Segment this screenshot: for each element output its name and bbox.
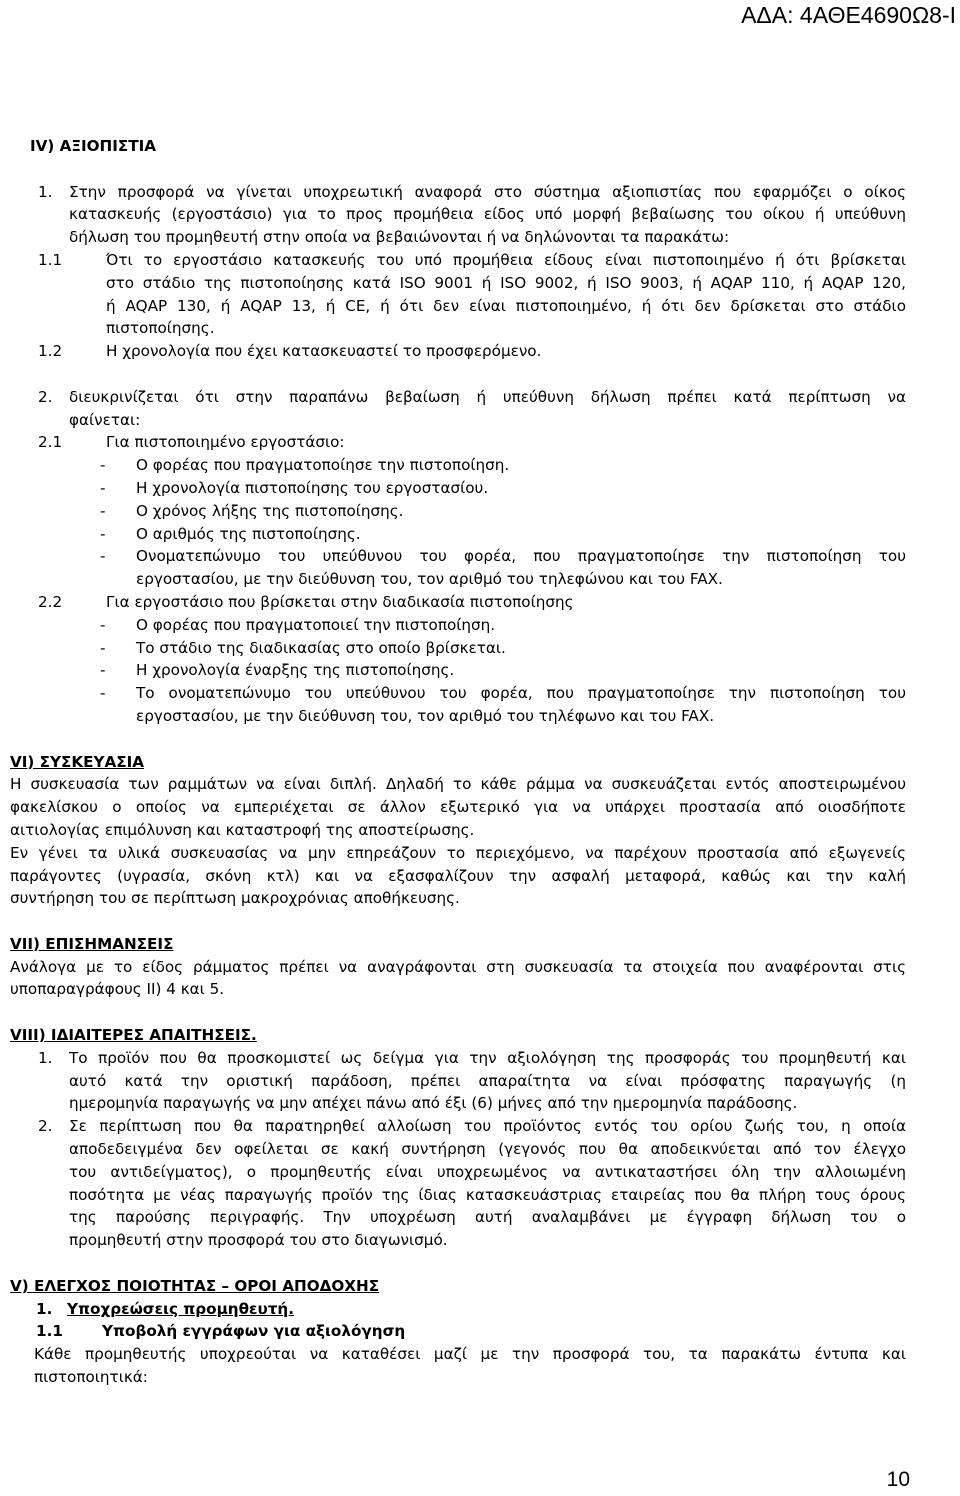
reliability-sub-1-1 — [30, 249, 906, 340]
bullet-item — [30, 477, 906, 500]
text-line: διευκρινίζεται ότι στην παραπάνω βεβαίωση ή υπεύθυνη δήλωση πρέπει κατά περίπτωση να — [69, 387, 906, 406]
text-line: Η χρονολογία που έχει κατασκευαστεί το προσφερόμενο. — [106, 342, 542, 361]
text-line: κατασκευής (εργοστάσιο) για το προς προμήθεια είδος υπό μορφή βεβαίωσης του οίκου ή υπεύθυνη — [69, 205, 906, 224]
item-number: 1.2 — [38, 342, 63, 361]
document-body — [10, 135, 906, 1389]
dash-marker: - — [100, 501, 106, 520]
reliability-sub-2-1 — [30, 431, 906, 454]
special-item-2 — [30, 1115, 906, 1252]
item-number: 1.1 — [36, 1322, 63, 1341]
text-line: Στην προσφορά να γίνεται υποχρεωτική αναφορά στο σύστημα αξιοπιστίας που εφαρμόζει ο οίκος — [69, 182, 906, 201]
text-line: παράγοντες (υγρασία, σκόνη κτλ) και να εξασφαλίζουν την ασφαλή μεταφορά, καθώς και την καλή — [10, 866, 906, 885]
dash-marker: - — [100, 684, 106, 703]
text-line: ή AQAP 130, ή AQAP 13, ή CE, ή ότι δεν είναι πιστοποιημένο, ή ότι δεν δρίσκεται στο στάδιο — [106, 296, 906, 315]
bullet-item — [30, 659, 906, 682]
dash-marker: - — [100, 524, 106, 543]
dash-marker: - — [100, 638, 106, 657]
text-line: στο στάδιο της πιστοποίησης κατά ISO 9001 ή ISO 9002, ή ISO 9003, ή AQAP 110, ή AQAP 120, — [106, 273, 906, 292]
section-title-reliability: IV) ΑΞΙΟΠΙΣΤΙΑ — [30, 137, 157, 155]
reliability-sub-1-2 — [30, 340, 906, 363]
reliability-sub-2-2 — [30, 591, 906, 614]
text-line: συντήρηση του σε περίπτωση μακροχρόνιας αποθήκευσης. — [10, 889, 460, 908]
text-line: αυτό κατά την οριστική παράδοση, πρέπει απαραίτητα να είναι πρόσφατης παραγωγής (η — [69, 1071, 906, 1090]
dash-marker: - — [100, 547, 106, 566]
text-line: Ο φορέας που πραγματοποίησε την πιστοποίηση. — [136, 456, 510, 475]
item-number: 2.1 — [38, 433, 63, 452]
section-title-packaging: VI) ΣΥΣΚΕΥΑΣΙΑ — [10, 752, 145, 771]
text-line: πιστοποίησης. — [106, 319, 215, 338]
text-line: της παρούσης περιγραφής. Την υποχρέωση αυτή αναλαμβάνει με έγγραφη δήλωση του ο — [69, 1208, 906, 1227]
item-number: 2. — [38, 1117, 53, 1136]
item-number: 1. — [36, 1299, 53, 1318]
dash-marker: - — [100, 661, 106, 680]
text-line: Το ονοματεπώνυμο του υπεύθυνου του φορέα, που πραγματοποίησε την πιστοποίηση του — [136, 684, 906, 703]
text-line: ποσότητα με νέας παραγωγής προϊόν της ίδιας κατασκευάστριας εταιρείας που θα πλήρη τους όρους — [69, 1185, 906, 1204]
bullet-item — [30, 523, 906, 546]
text-line: εργοστασίου, με την διεύθυνση του, τον αριθμό του τηλέφωνο και του FAX. — [136, 706, 715, 725]
item-number: 1. — [38, 182, 53, 201]
text-line: Εν γένει τα υλικά συσκευασίας να μην επηρεάζουν το περιεχόμενο, να παρέχουν προστασία από εξωγενείς — [10, 843, 906, 862]
subheading: Υποχρεώσεις προμηθευτή. — [67, 1299, 294, 1318]
text-line: Η συσκευασία των ραμμάτων να είναι διπλή. Δηλαδή το κάθε ράμμα να συσκευάζεται εντός αποστειρωμένου — [10, 775, 906, 794]
subheading: Υποβολή εγγράφων για αξιολόγηση — [102, 1322, 406, 1341]
text-line: του αντιδείγματος), ο προμηθευτής είναι υποχρεωμένος να αντικαταστήσει όλη την αλλοιωμένη — [69, 1162, 906, 1181]
text-line: φακελίσκου ο οποίος να εμπεριέχεται σε άλλον εξωτερικό για να υπάρχει προστασία από οιοσδήποτε — [10, 798, 906, 817]
dash-marker: - — [100, 456, 106, 475]
text-line: Ανάλογα με το είδος ράμματος πρέπει να αναγράφονται στη συσκευασία τα στοιχεία που αναφέρονται στις — [10, 957, 906, 976]
text-line: αποδεδειγμένα δεν οφείλεται σε κακή συντήρηση (γεγονός που θα αποδεικνύεται από τον έλεγχο — [69, 1140, 906, 1159]
text-line: Η χρονολογία πιστοποίησης του εργοστασίου. — [136, 478, 489, 497]
quality-heading-1-1 — [30, 1320, 906, 1343]
bullet-item — [30, 637, 906, 660]
item-number: 1.1 — [38, 250, 63, 269]
reliability-item-2 — [30, 386, 906, 432]
item-number: 2.2 — [38, 592, 63, 611]
bullet-item — [30, 500, 906, 523]
quality-heading-1 — [30, 1298, 906, 1321]
page-number: 10 — [886, 1468, 910, 1491]
text-line: Ο αριθμός της πιστοποίησης. — [136, 524, 361, 543]
dash-marker: - — [100, 478, 106, 497]
text-line: πιστοποιητικά: — [34, 1368, 148, 1387]
item-number: 2. — [38, 387, 53, 406]
bullet-item — [30, 682, 906, 728]
bullet-item — [30, 545, 906, 591]
text-line: Για πιστοποιημένο εργοστάσιο: — [106, 433, 345, 452]
text-line: δήλωση του προμηθευτή στην οποία να βεβαιώνονται ή να δηλώνονται τα παρακάτω: — [69, 228, 730, 247]
text-line: Ο χρόνος λήξης της πιστοποίησης. — [136, 501, 404, 520]
text-line: ημερομηνία παραγωγής να μην απέχει πάνω από έξι (6) μήνες από την ημερομηνία παράδοσης. — [69, 1094, 798, 1113]
text-line: Σε περίπτωση που θα παρατηρηθεί αλλοίωση του προϊόντος εντός του ορίου ζωής του, η οποία — [69, 1117, 906, 1136]
text-line: αιτιολογίας επιμόλυνση και καταστροφή της αποστείρωσης. — [10, 820, 475, 839]
labeling-paragraph — [10, 956, 906, 1002]
section-title-labeling: VII) ΕΠΙΣΗΜΑΝΣΕΙΣ — [10, 934, 174, 953]
item-number: 1. — [38, 1048, 53, 1067]
reliability-item-1 — [30, 181, 906, 249]
quality-paragraph — [34, 1343, 906, 1389]
text-line: Ονοματεπώνυμο του υπεύθυνου του φορέα, που πραγματοποίησε την πιστοποίηση του — [136, 547, 906, 566]
text-line: προμηθευτή στην προσφορά του στο διαγωνισμό. — [69, 1231, 448, 1250]
packaging-paragraph — [10, 773, 906, 910]
text-line: υποπαραγράφους II) 4 και 5. — [10, 980, 225, 999]
text-line: Ότι το εργοστάσιο κατασκευής του υπό προμήθεια είδους είναι πιστοποιημένο ή ότι βρίσκεται — [106, 250, 906, 269]
text-line: Για εργοστάσιο που βρίσκεται στην διαδικασία πιστοποίησης — [106, 592, 574, 611]
section-title-special: VIII) ΙΔΙΑΙΤΕΡΕΣ ΑΠΑΙΤΗΣΕΙΣ. — [10, 1026, 257, 1045]
bullet-item — [30, 614, 906, 637]
dash-marker: - — [100, 615, 106, 634]
bullet-item — [30, 454, 906, 477]
text-line: Το στάδιο της διαδικασίας στο οποίο βρίσκεται. — [136, 638, 506, 657]
text-line: φαίνεται: — [69, 410, 141, 429]
special-item-1 — [30, 1047, 906, 1115]
section-title-quality: V) ΕΛΕΓΧΟΣ ΠΟΙΟΤΗΤΑΣ – ΟΡΟΙ ΑΠΟΔΟΧΗΣ — [10, 1276, 380, 1295]
text-line: Το προϊόν που θα προσκομιστεί ως δείγμα για την αξιολόγηση της προσφοράς του προμηθευτή και — [69, 1048, 906, 1067]
text-line: Κάθε προμηθευτής υποχρεούται να καταθέσει μαζί με την προσφορά του, τα παρακάτω έντυπα και — [34, 1345, 906, 1364]
text-line: Ο φορέας που πραγματοποιεί την πιστοποίηση. — [136, 615, 496, 634]
ada-code: ΑΔΑ: 4ΑΘΕ4690Ω8-Ι — [741, 2, 956, 28]
text-line: εργοστασίου, με την διεύθυνση του, τον αριθμό του τηλεφώνου και του FAX. — [136, 570, 723, 589]
text-line: Η χρονολογία έναρξης της πιστοποίησης. — [136, 661, 455, 680]
